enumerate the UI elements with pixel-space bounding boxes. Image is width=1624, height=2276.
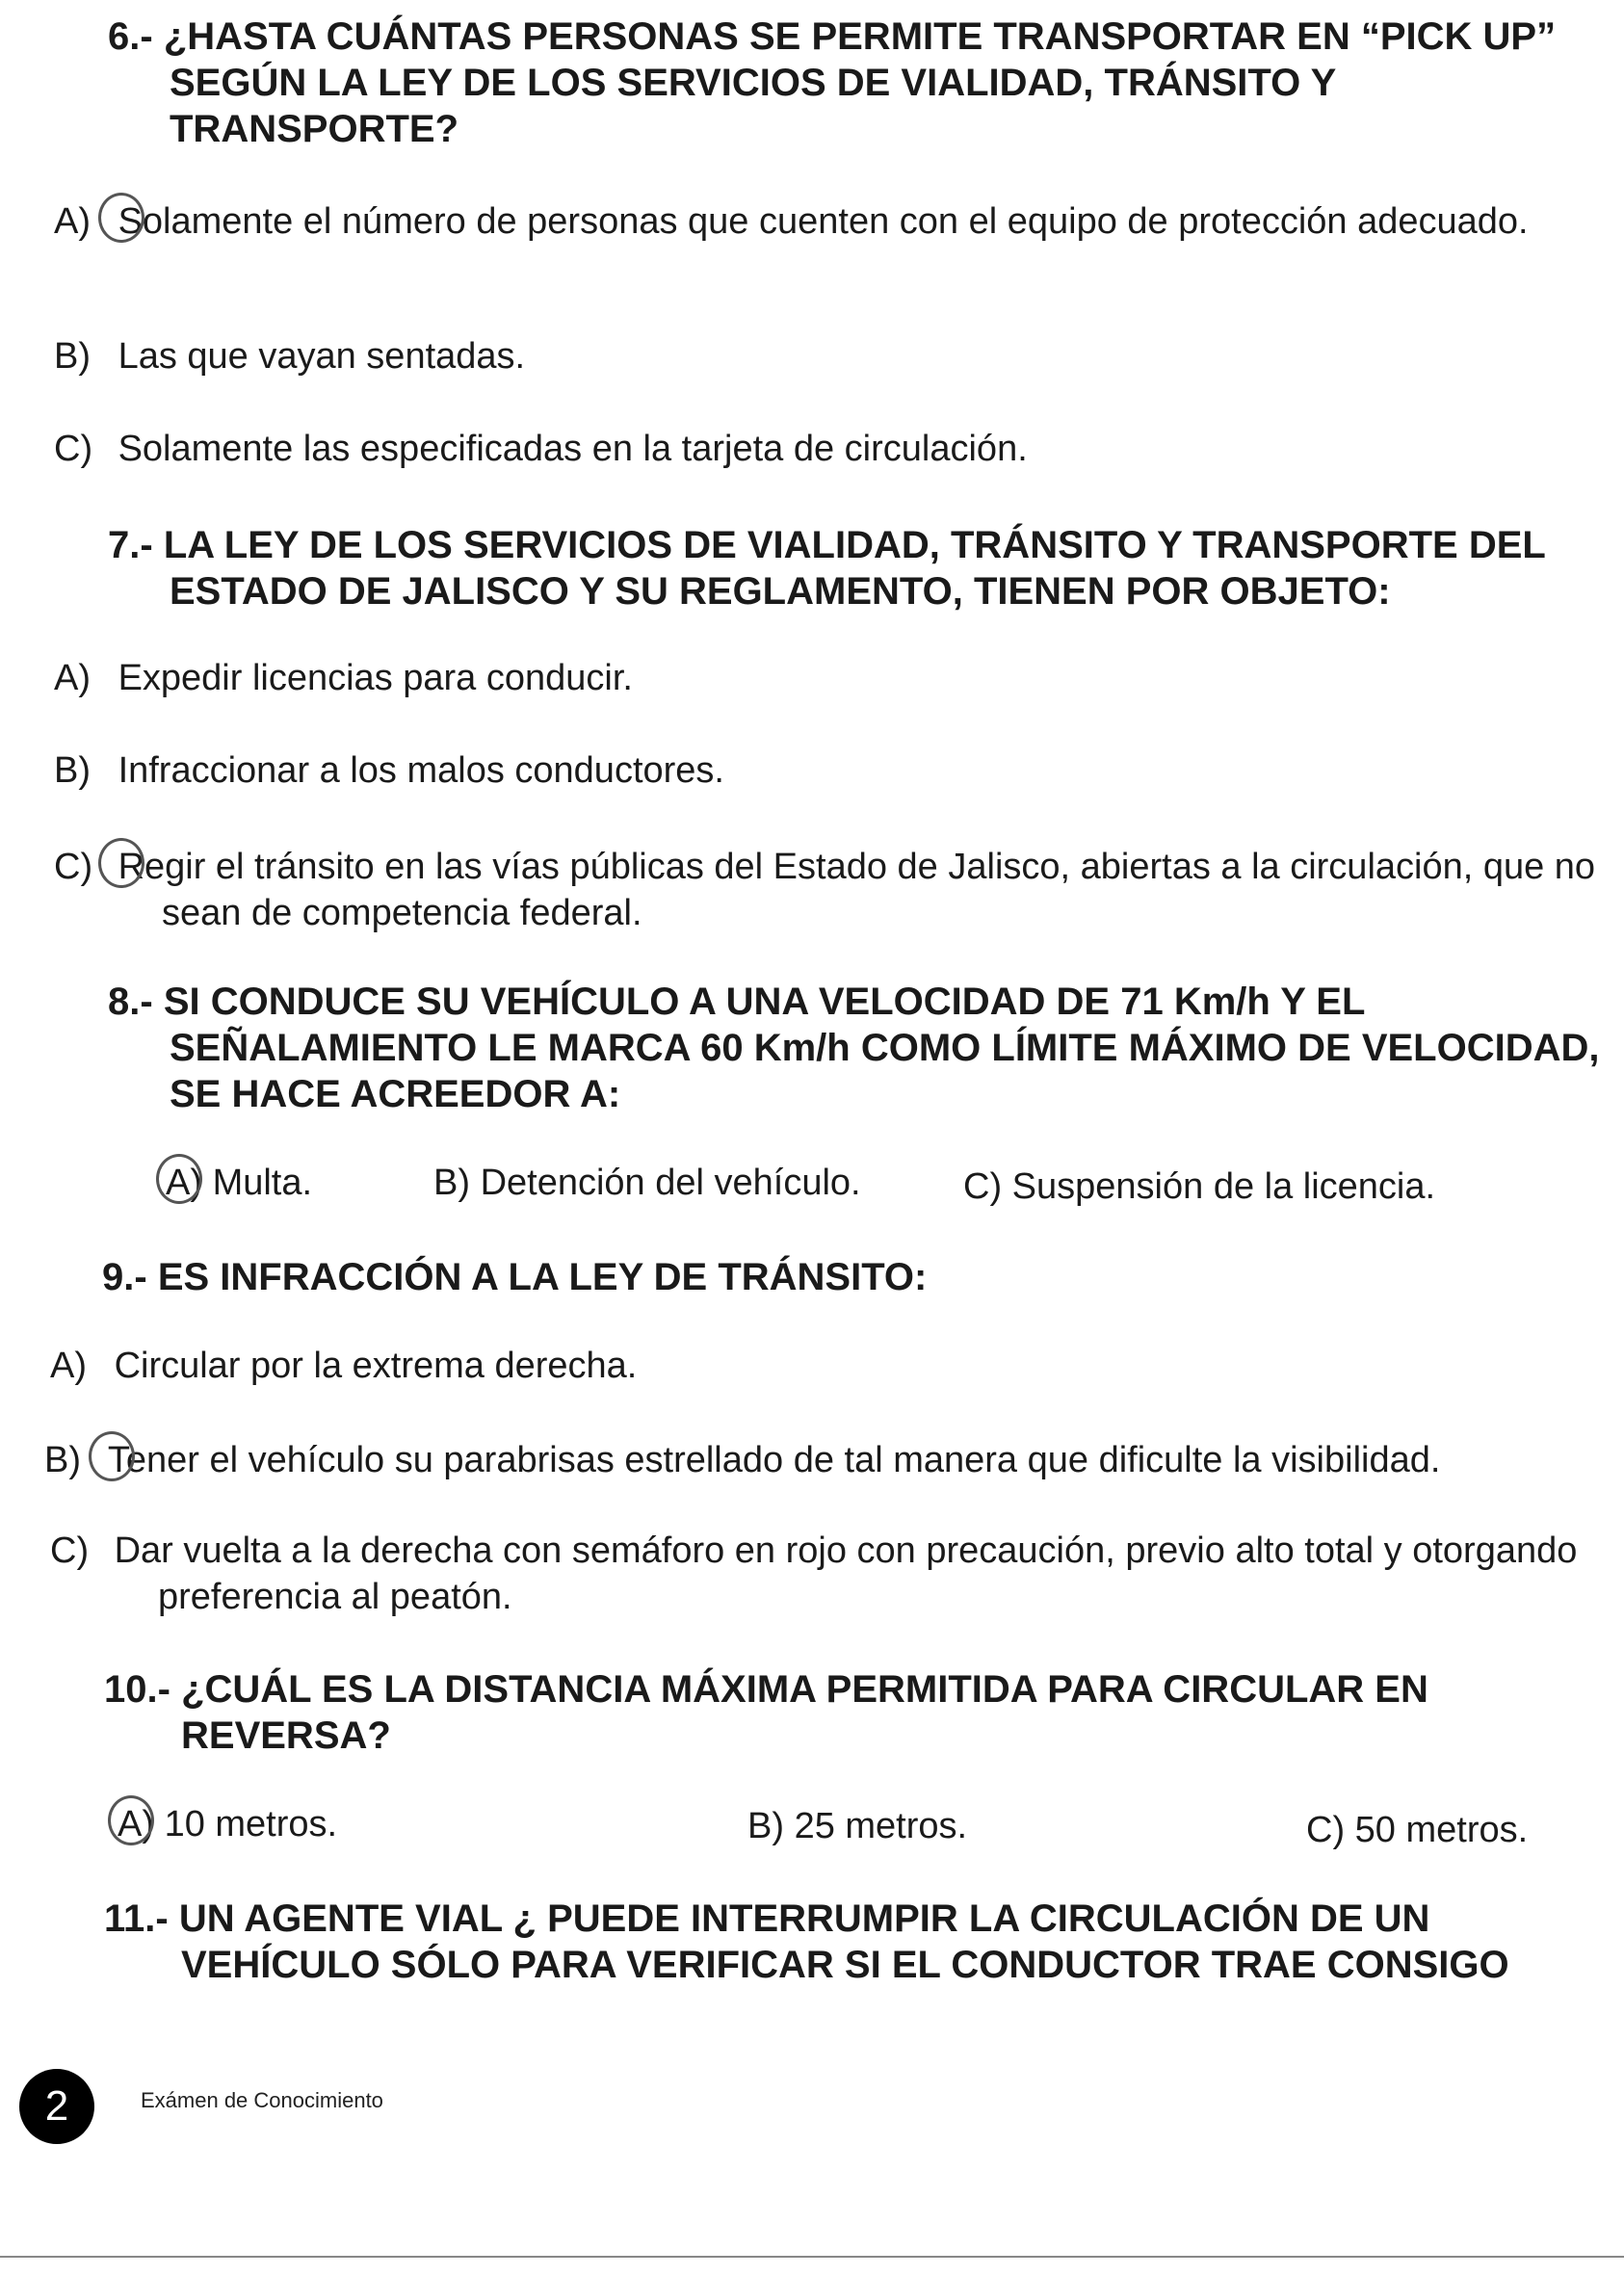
question-10-text: ¿CUÁL ES LA DISTANCIA MÁXIMA PERMITIDA PARA CIRCULAR EN REVERSA?	[181, 1668, 1428, 1757]
question-9-option-c: C) Dar vuelta a la derecha con semáforo en rojo con precaución, previo alto total y otorgando preferencia al peatón.	[50, 1530, 1578, 1617]
page-number-badge: 2	[19, 2069, 94, 2144]
question-6: 6.- ¿HASTA CUÁNTAS PERSONAS SE PERMITE TRANSPORTAR EN “PICK UP” SEGÚN LA LEY DE LOS SERVICIOS DE VIALIDAD, TRÁNSITO Y TRANSPORTE?	[108, 15, 1557, 150]
question-10-option-a: A) 10 metros.	[118, 1801, 337, 1847]
footer-label: Exámen de Conocimiento	[141, 2088, 383, 2112]
question-8-text: SI CONDUCE SU VEHÍCULO A UNA VELOCIDAD DE 71 Km/h Y EL SEÑALAMIENTO LE MARCA 60 Km/h COMO LÍMITE MÁXIMO DE VELOCIDAD, SE HACE ACREEDOR A:	[163, 981, 1600, 1115]
question-7-option-a: A) Expedir licencias para conducir.	[54, 658, 633, 698]
question-8: 8.- SI CONDUCE SU VEHÍCULO A UNA VELOCIDAD DE 71 Km/h Y EL SEÑALAMIENTO LE MARCA 60 Km/h COMO LÍMITE MÁXIMO DE VELOCIDAD, SE HACE ACREEDOR A:	[108, 981, 1600, 1115]
question-9-option-a: A) Circular por la extrema derecha.	[50, 1346, 638, 1386]
question-6-option-b: B) Las que vayan sentadas.	[54, 336, 526, 377]
bottom-divider	[0, 2256, 1624, 2258]
question-8-option-a: A) Multa.	[166, 1160, 312, 1206]
question-7-option-c: C) Regir el tránsito en las vías públicas del Estado de Jalisco, abiertas a la circulación, que no sean de competencia federal.	[54, 847, 1596, 933]
question-6-text: ¿HASTA CUÁNTAS PERSONAS SE PERMITE TRANSPORTAR EN “PICK UP” SEGÚN LA LEY DE LOS SERVICIOS DE VIALIDAD, TRÁNSITO Y TRANSPORTE?	[163, 15, 1557, 150]
question-6-option-a: A) Solamente el número de personas que cuenten con el equipo de protección adecuado.	[54, 201, 1529, 242]
question-11: 11.- UN AGENTE VIAL ¿ PUEDE INTERRUMPIR LA CIRCULACIÓN DE UN VEHÍCULO SÓLO PARA VERIFICAR SI EL CONDUCTOR TRAE CONSIGO	[104, 1897, 1509, 1986]
question-7: 7.- LA LEY DE LOS SERVICIOS DE VIALIDAD, TRÁNSITO Y TRANSPORTE DEL ESTADO DE JALISCO Y SU REGLAMENTO, TIENEN POR OBJETO:	[108, 524, 1546, 613]
question-7-option-b: B) Infraccionar a los malos conductores.	[54, 750, 724, 791]
question-9: 9.- ES INFRACCIÓN A LA LEY DE TRÁNSITO:	[102, 1256, 928, 1298]
question-9-option-b: B) Tener el vehículo su parabrisas estrellado de tal manera que dificulte la visibilidad.	[44, 1440, 1441, 1480]
option-letter-circled: A)	[166, 1160, 202, 1206]
question-6-option-c: C) Solamente las especificadas en la tarjeta de circulación.	[54, 429, 1028, 469]
question-10-option-b: B) 25 metros.	[747, 1806, 968, 1846]
question-9-text: ES INFRACCIÓN A LA LEY DE TRÁNSITO:	[157, 1256, 928, 1298]
question-10-option-c: C) 50 metros.	[1306, 1810, 1529, 1850]
question-7-text: LA LEY DE LOS SERVICIOS DE VIALIDAD, TRÁNSITO Y TRANSPORTE DEL ESTADO DE JALISCO Y SU REGLAMENTO, TIENEN POR OBJETO:	[163, 524, 1546, 613]
question-10: 10.- ¿CUÁL ES LA DISTANCIA MÁXIMA PERMITIDA PARA CIRCULAR EN REVERSA?	[104, 1668, 1428, 1757]
option-letter-circled: A)	[118, 1801, 154, 1847]
question-11-text: UN AGENTE VIAL ¿ PUEDE INTERRUMPIR LA CIRCULACIÓN DE UN VEHÍCULO SÓLO PARA VERIFICAR SI EL CONDUCTOR TRAE CONSIGO	[178, 1897, 1509, 1986]
question-8-option-b: B) Detención del vehículo.	[433, 1163, 861, 1203]
question-8-option-c: C) Suspensión de la licencia.	[963, 1166, 1436, 1207]
